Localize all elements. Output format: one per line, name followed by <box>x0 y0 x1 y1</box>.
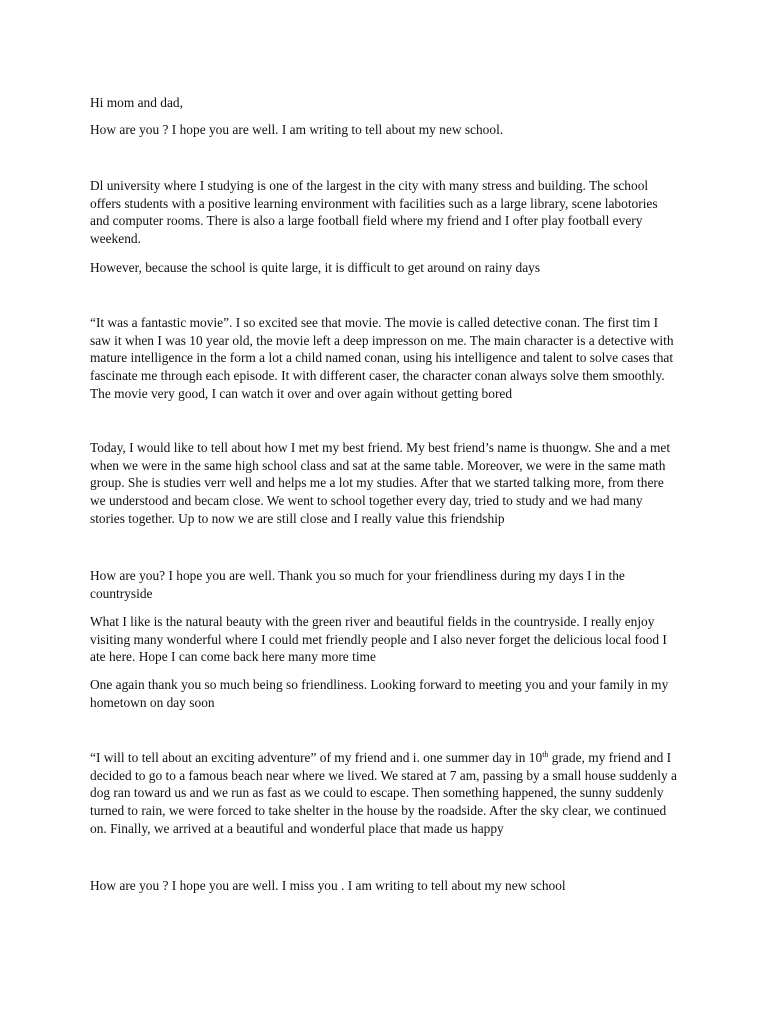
movie-paragraph: “It was a fantastic movie”. I so excited see that movie. The movie is called detective conan. The first tim I saw it when I was 10 year old, the movie left a deep impresson on me. The main character is a detective with mature intelligence in the form a lot a child named conan, using his intelligence and talent to solve cases that fascinate me through each episode. It with different caser, the character conan always solve them smoothly. The movie very good, I can watch it over and over again without getting bored <box>90 315 674 401</box>
countryside-intro-paragraph: How are you? I hope you are well. Thank you so much for your friendliness during my days I in the countryside <box>90 568 625 601</box>
school-rain-paragraph: However, because the school is quite large, it is difficult to get around on rainy days <box>90 260 541 275</box>
school-paragraph: Dl university where I studying is one of the largest in the city with many stress and building. The school offers students with a positive learning environment with facilities such as a large library, scene labotories and computer rooms. There is also a large football field where my friend and I ofter play football every weekend. <box>90 178 658 247</box>
adventure-paragraph <box>90 749 680 838</box>
final-line: How are you ? I hope you are well. I miss you . I am writing to tell about my new school <box>90 878 566 893</box>
countryside-paragraph: What I like is the natural beauty with the green river and beautiful fields in the countryside. I really enjoy visiting many wonderful where I could met friendly people and I also never forget the delicious local food I ate here. Hope I can come back here many more time <box>90 614 667 665</box>
intro-paragraph: How are you ? I hope you are well. I am writing to tell about my new school. <box>90 122 504 137</box>
countryside-closing-paragraph: One again thank you so much being so friendliness. Looking forward to meeting you and your family in my hometown on day soon <box>90 677 669 710</box>
adventure-text-rest: grade, my friend and I decided to go to a famous beach near where we lived. We stared at 7 am, passing by a small house suddenly a dog ran toward us and we run as fast as we could to escape. Then something happened, the sunny suddenly turned to rain, we were forced to take shelter in the house by the roadside. After the sky clear, we continued on. Finally, we arrived at a beautiful and wonderful place that made us happy <box>90 750 677 836</box>
friend-paragraph: Today, I would like to tell about how I met my best friend. My best friend’s name is thuongw. She and a met when we were in the same high school class and sat at the same table. Moreover, we were in the same math group. She is studies verr well and helps me a lot my studies. After that we started talking more, from there we understood and becam close. We went to school together every day, tried to study and we had many stories together. Up to now we are still close and I really value this friendship <box>90 440 671 526</box>
adventure-ordinal-suffix: th <box>542 750 549 759</box>
adventure-text-start: “I will to tell about an exciting adventure” of my friend and i. one summer day in 10 <box>90 750 543 765</box>
greeting: Hi mom and dad, <box>90 95 183 110</box>
